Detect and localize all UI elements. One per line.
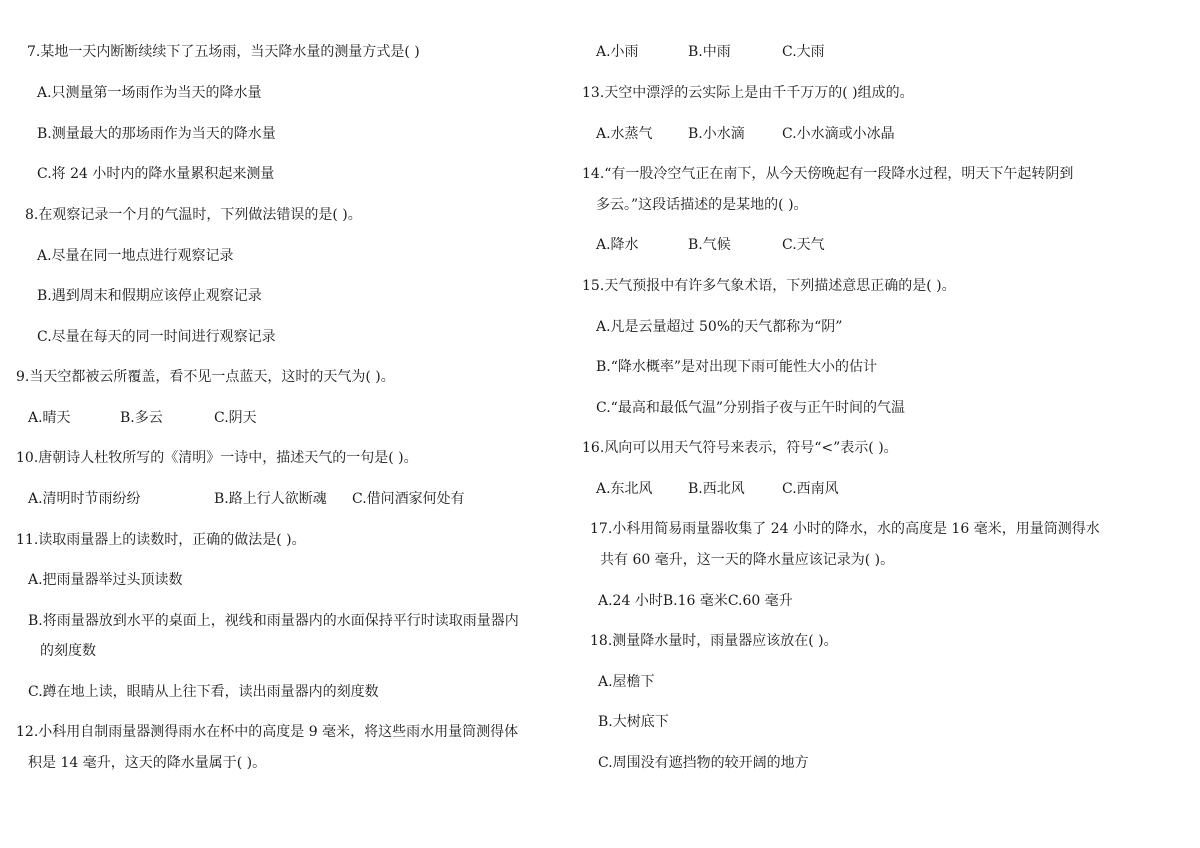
question-18-option-b: B.大树底下 [598, 714, 669, 730]
question-7-option-a: A.只测量第一场雨作为当天的降水量 [37, 85, 262, 101]
question-14-option-b: B.气候 [688, 237, 731, 253]
question-10-stem: 10.唐朝诗人杜牧所写的《清明》一诗中，描述天气的一句是( )。 [16, 450, 418, 466]
question-12-option-c: C.大雨 [782, 44, 825, 60]
question-13-stem: 13.天空中漂浮的云实际上是由千千万万的( )组成的。 [582, 85, 914, 101]
question-7-option-c: C.将 24 小时内的降水量累积起来测量 [37, 166, 275, 182]
question-15-option-a: A.凡是云量超过 50%的天气都称为“阴” [596, 319, 843, 335]
question-14-option-a: A.降水 [596, 237, 639, 253]
question-12-stem-line1: 12.小科用自制雨量器测得雨水在杯中的高度是 9 毫米，将这些雨水用量筒测得体 [16, 724, 519, 740]
question-17-stem-line1: 17.小科用简易雨量器收集了 24 小时的降水，水的高度是 16 毫米，用量筒测得水 [590, 521, 1100, 537]
question-11-option-b-line2: 的刻度数 [40, 643, 96, 659]
question-15-stem: 15.天气预报中有许多气象术语，下列描述意思正确的是( )。 [582, 278, 956, 294]
question-14-option-c: C.天气 [782, 237, 825, 253]
question-8-option-a: A.尽量在同一地点进行观察记录 [37, 248, 234, 264]
question-7-option-b: B.测量最大的那场雨作为当天的降水量 [37, 126, 276, 142]
question-16-option-a: A.东北风 [596, 481, 653, 497]
question-9-stem: 9.当天空都被云所覆盖，看不见一点蓝天，这时的天气为( )。 [16, 369, 395, 385]
question-15-option-c: C.“最高和最低气温”分别指子夜与正午时间的气温 [596, 400, 905, 416]
question-13-option-b: B.小水滴 [688, 126, 745, 142]
question-10-option-b: B.路上行人欲断魂 [214, 491, 327, 507]
question-16-stem: 16.风向可以用天气符号来表示，符号“<”表示( )。 [582, 440, 898, 456]
question-9-option-b: B.多云 [120, 410, 163, 426]
question-14-stem-line2: 多云。”这段话描述的是某地的( )。 [596, 197, 808, 213]
question-18-option-a: A.屋檐下 [598, 674, 655, 690]
question-11-option-a: A.把雨量器举过头顶读数 [28, 572, 183, 588]
question-18-stem: 18.测量降水量时，雨量器应该放在( )。 [590, 633, 838, 649]
question-8-option-b: B.遇到周末和假期应该停止观察记录 [37, 288, 262, 304]
question-12-option-a: A.小雨 [596, 44, 639, 60]
question-7-stem: 7.某地一天内断断续续下了五场雨，当天降水量的测量方式是( ) [27, 44, 420, 60]
question-8-stem: 8.在观察记录一个月的气温时，下列做法错误的是( )。 [25, 207, 362, 223]
question-13-option-a: A.水蒸气 [596, 126, 653, 142]
question-12-stem-line2: 积是 14 毫升，这天的降水量属于( )。 [28, 755, 267, 771]
question-14-stem-line1: 14.“有一股冷空气正在南下，从今天傍晚起有一段降水过程，明天下午起转阴到 [582, 166, 1074, 182]
question-8-option-c: C.尽量在每天的同一时间进行观察记录 [37, 329, 276, 345]
question-11-option-c: C.蹲在地上读，眼睛从上往下看，读出雨量器内的刻度数 [28, 684, 379, 700]
question-17-stem-line2: 共有 60 毫升，这一天的降水量应该记录为( )。 [600, 552, 895, 568]
question-12-option-b: B.中雨 [688, 44, 731, 60]
question-11-stem: 11.读取雨量器上的读数时，正确的做法是( )。 [16, 532, 306, 548]
question-10-option-a: A.清明时节雨纷纷 [28, 491, 141, 507]
question-17-options: A.24 小时B.16 毫米C.60 毫升 [598, 593, 793, 609]
question-16-option-b: B.西北风 [688, 481, 745, 497]
question-13-option-c: C.小水滴或小冰晶 [782, 126, 895, 142]
question-9-option-a: A.晴天 [28, 410, 71, 426]
question-11-option-b-line1: B.将雨量器放到水平的桌面上，视线和雨量器内的水面保持平行时读取雨量器内 [28, 613, 519, 629]
question-9-option-c: C.阴天 [214, 410, 257, 426]
question-10-option-c: C.借问酒家何处有 [352, 491, 465, 507]
question-15-option-b: B.“降水概率”是对出现下雨可能性大小的估计 [596, 359, 878, 375]
question-16-option-c: C.西南风 [782, 481, 839, 497]
question-18-option-c: C.周围没有遮挡物的较开阔的地方 [598, 755, 809, 771]
